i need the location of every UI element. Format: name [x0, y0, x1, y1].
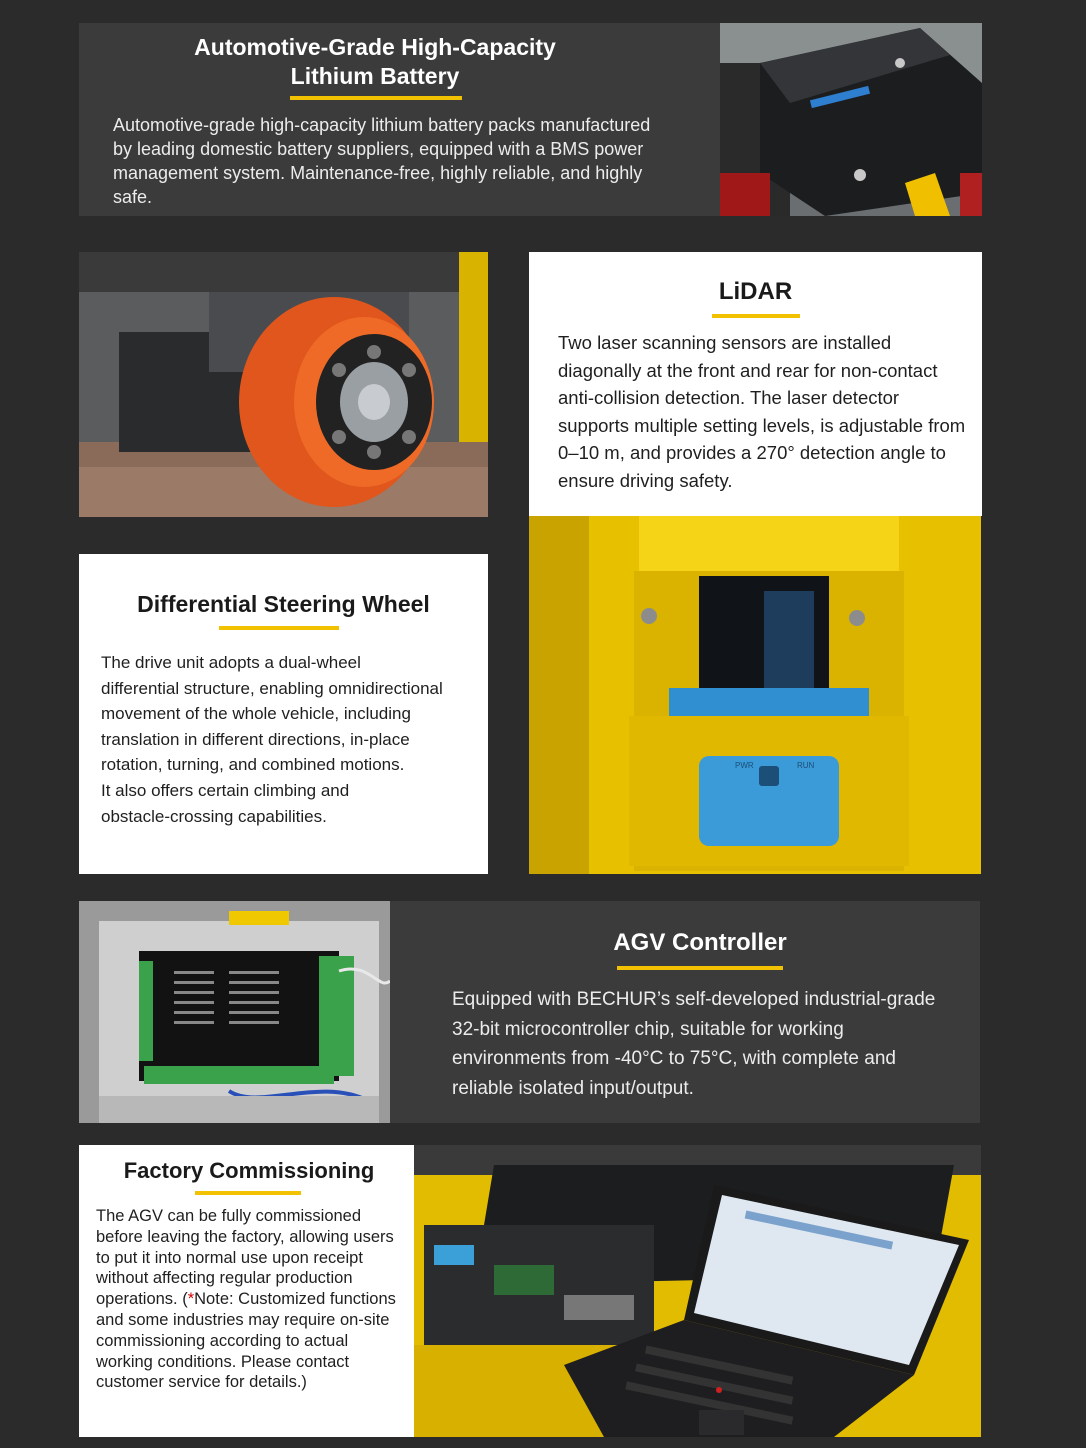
controller-title: AGV Controller [613, 929, 787, 956]
note-star: * [187, 1290, 195, 1309]
steering-title: Differential Steering Wheel [137, 591, 430, 617]
commissioning-text-part1: The AGV can be fully commissioned before leaving the factory, allowing users to put it into normal use upon receipt without affecting regular production operations. ( [96, 1207, 394, 1309]
commissioning-title: Factory Commissioning [123, 1158, 375, 1183]
steering-line: The drive unit adopts a dual-wheel [101, 653, 361, 672]
controller-board-photo [79, 901, 390, 1123]
steering-line: differential structure, enabling omnidirectional [101, 678, 443, 698]
controller-description: Equipped with BECHUR’s self-developed industrial-grade 32-bit microcontroller chip, suitable for working environments from -40°C to 75°C, with complete and reliable isolated input/output. [452, 989, 936, 1099]
steering-description [101, 650, 481, 829]
battery-title [150, 33, 600, 91]
battery-description: Automotive-grade high-capacity lithium battery packs manufactured by leading domestic battery suppliers, equipped with a BMS power management system. Maintenance-free, highly reliable, and highly safe. [113, 115, 651, 207]
lidar-title-underline [712, 314, 800, 318]
commissioning-text-part2: Note: Customized functions and some industries may require on-site commissioning according to actual working conditions. Please contact customer service for details.) [96, 1290, 396, 1392]
battery-title-underline [290, 96, 462, 100]
lidar-sensor-photo [529, 516, 981, 874]
pwr-label: PWR [735, 761, 754, 770]
battery-title-line2: Lithium Battery [290, 63, 460, 89]
commissioning-description [96, 1206, 406, 1393]
battery-title-line1: Automotive-Grade High-Capacity [194, 34, 556, 60]
battery-pack-photo [720, 23, 982, 216]
laptop-commissioning-photo [414, 1145, 981, 1437]
run-label: RUN [797, 761, 815, 770]
steering-line: obstacle-crossing capabilities. [101, 806, 327, 826]
steering-line: translation in different directions, in-place [101, 729, 410, 749]
steering-line: rotation, turning, and combined motions. [101, 755, 405, 775]
lidar-description: Two laser scanning sensors are installed diagonally at the front and rear for non-contact anti-collision detection. The laser detector supports multiple setting levels, is adjustable from 0–10 m, and provides a 270° detection angle to ensure driving safety. [558, 332, 966, 491]
controller-title-underline [617, 966, 783, 970]
lidar-title: LiDAR [718, 278, 793, 305]
steering-title-underline [219, 626, 339, 630]
commissioning-title-underline [195, 1191, 301, 1195]
drive-wheel-photo [79, 252, 488, 517]
steering-line: movement of the whole vehicle, including [101, 704, 411, 724]
steering-line: It also offers certain climbing and [101, 780, 350, 800]
